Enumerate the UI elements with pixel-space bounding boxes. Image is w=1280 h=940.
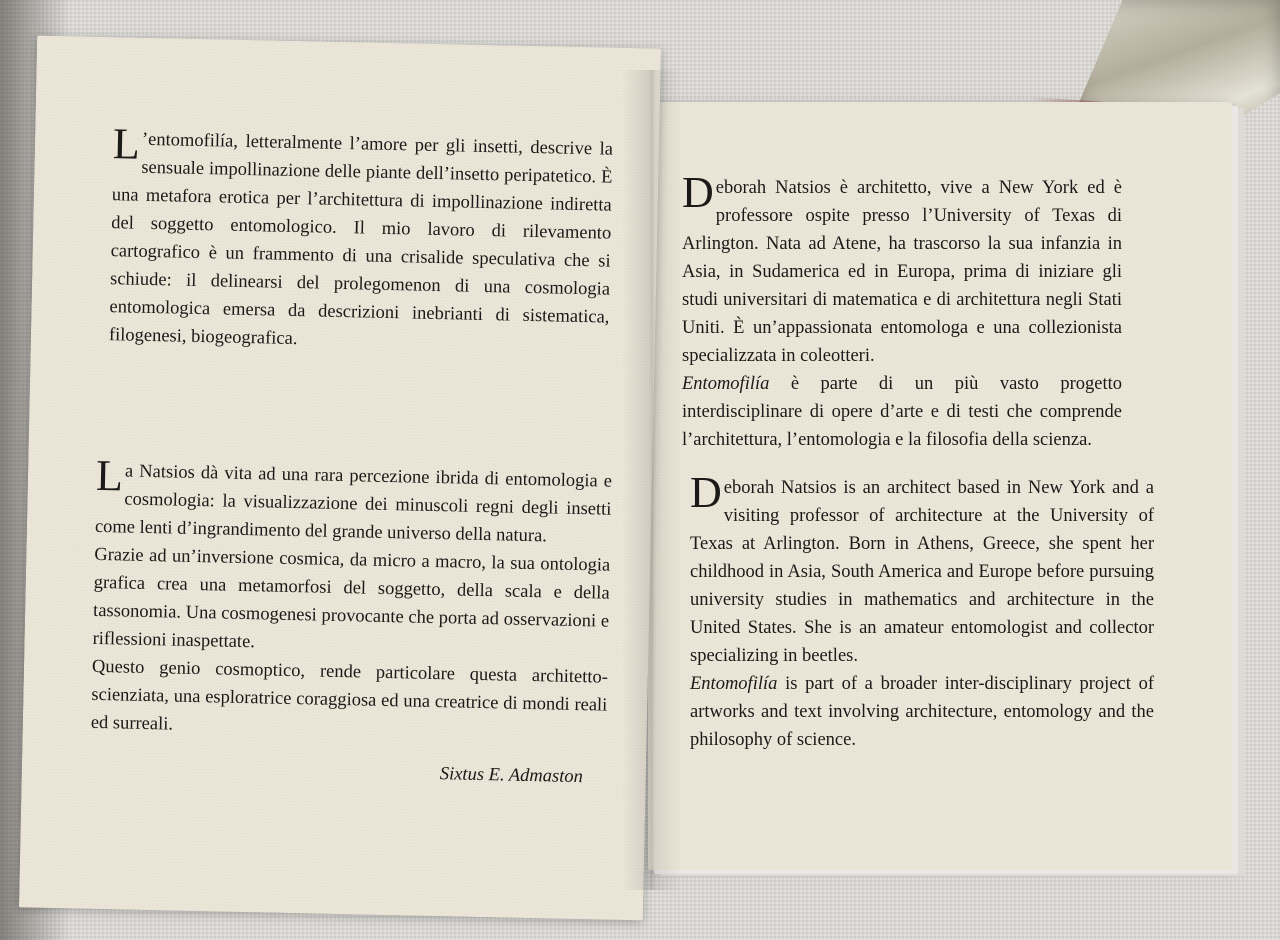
- author-signature: Sixtus E. Admaston: [439, 764, 584, 788]
- english-bio-paragraph: Deborah Natsios is an architect based in New York and a visiting professor of architecture at the University of Texas at Arlington. Born in Athens, Greece, she spent her childhood in Asia, South America and Europe before pursuing university studies in mathematics and architecture in the United States. She is an amateur entomologist and collector specializing in beetles.: [690, 468, 1154, 666]
- intro-paragraph: L ’entomofilía, letteralmente l’amore per gli insetti, descrive la sensuale impollinazione delle piante dell’insetto peripatetico. È una metafora erotica per l’architettura di impollinazione indiretta del soggetto entomologico. Il mio lavoro di rilevamento cartografico è un frammento di una crisalide speculativa che si schiude: il delinearsi del prolegomenon di una cosmologia entomologica emersa da descrizioni inebrianti di sistematica, filogenesi, biogeografica.: [108, 119, 614, 350]
- book-title: Entomofilía: [682, 374, 770, 394]
- dropcap: D: [690, 468, 722, 517]
- essay-paragraph-2: Grazie ad un’inversione cosmica, da micro a macro, la sua ontologia grafica crea una metamorfosi del soggetto, della scala e della tassonomia. Una cosmogenesi provocante che porta ad osservazioni e riflessioni inaspettate.: [92, 544, 611, 653]
- essay-block: [90, 450, 613, 748]
- italian-project-paragraph: Entomofilía è parte di un più vasto progetto interdisciplinare di opere d’arte e di testi che comprende l’architettura, l’entomologia e la filosofia della scienza.: [682, 374, 1122, 450]
- english-project-paragraph: Entomofilía is part of a broader inter-disciplinary project of artworks and text involving architecture, entomology and the philosophy of science.: [690, 674, 1154, 750]
- italian-bio-block: [682, 168, 1122, 454]
- book-title: Entomofilía: [690, 674, 778, 694]
- dropcap: L: [95, 450, 124, 501]
- intro-block: [108, 119, 614, 359]
- essay-paragraph-3: Questo genio cosmoptico, rende particolare questa architetto-scienziata, una esploratrice coraggiosa ed una creatrice di mondi reali ed surreali.: [90, 656, 609, 735]
- dropcap: L: [112, 119, 141, 169]
- left-page: [19, 36, 661, 921]
- dropcap: D: [682, 168, 714, 217]
- right-page: [648, 102, 1232, 870]
- english-bio-block: [690, 468, 1154, 754]
- essay-paragraph-1: La Natsios dà vita ad una rara percezione ibrida di entomologia e cosmologia: la visualizzazione dei minuscoli regni degli insetti come lenti d’ingrandimento del grande universo della natura.: [94, 450, 613, 547]
- italian-bio-paragraph: Deborah Natsios è architetto, vive a New York ed è professore ospite presso l’University of Texas di Arlington. Nata ad Atene, ha trascorso la sua infanzia in Asia, in Sudamerica ed in Europa, prima di iniziare gli studi universitari di matematica e di architettura negli Stati Uniti. È un’appassionata entomologa e una collezionista specializzata in coleotteri.: [682, 168, 1122, 366]
